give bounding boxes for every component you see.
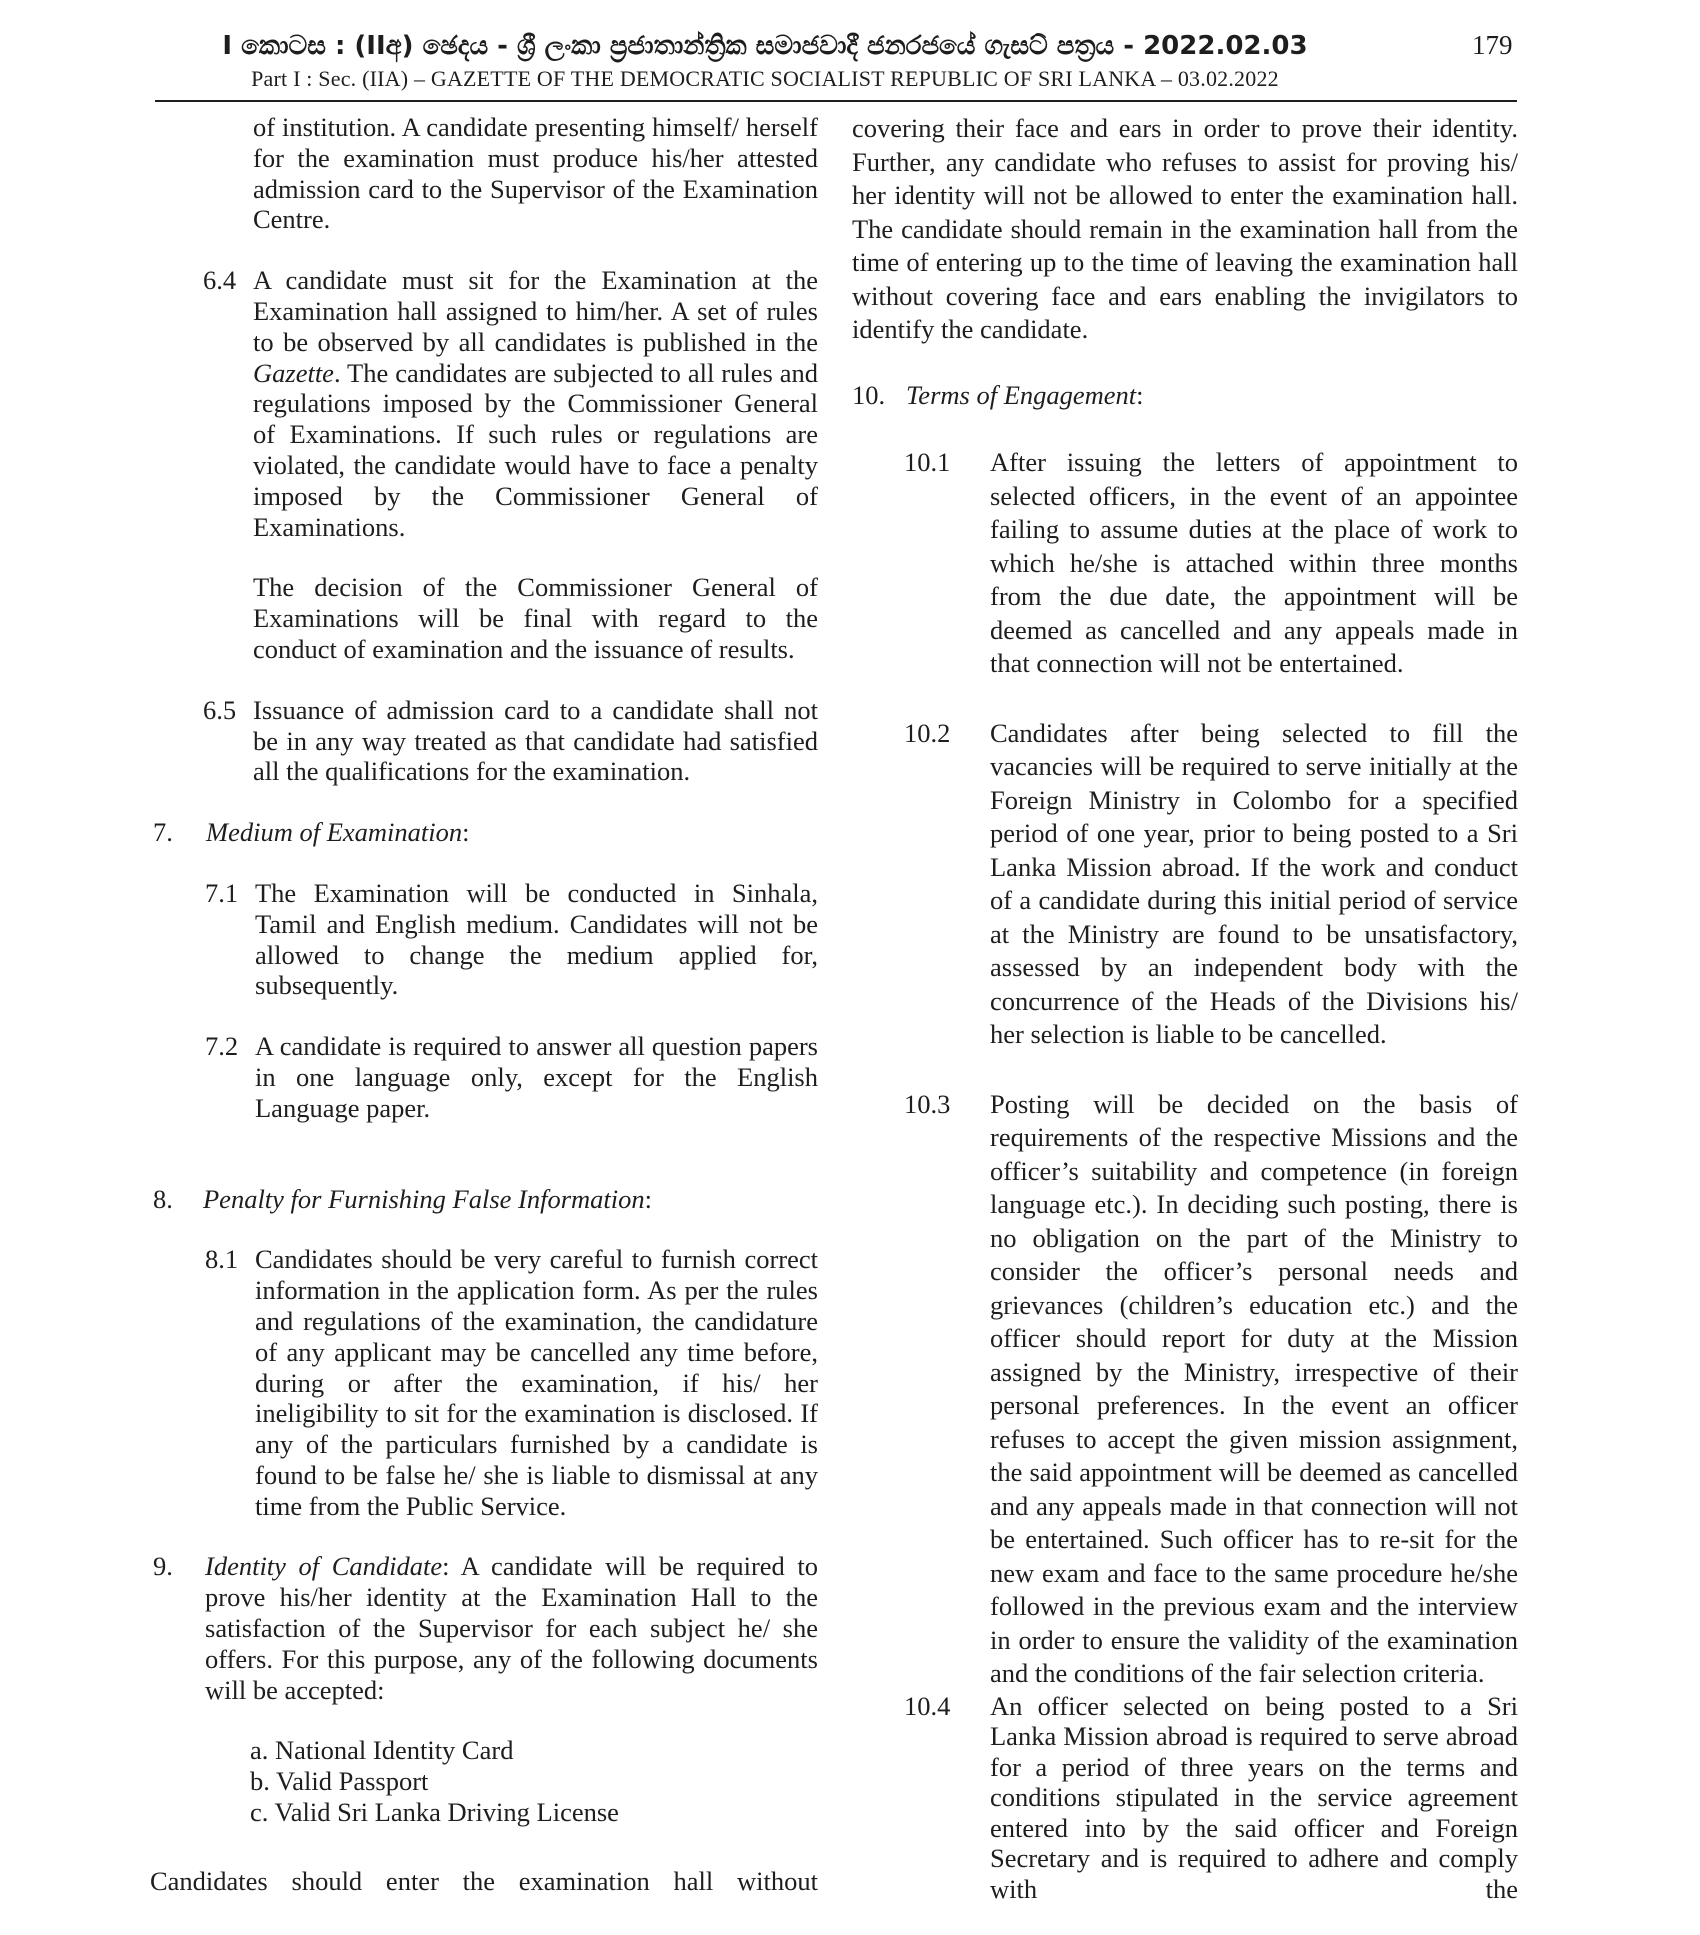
section-7-1 bbox=[150, 878, 818, 1001]
gazette-italic: Gazette bbox=[253, 357, 334, 388]
section-7-2 bbox=[150, 1031, 818, 1123]
section-7-2-text: A candidate is required to answer all question papers in one language only, except for the English Language paper. bbox=[255, 1031, 818, 1123]
identity-paragraph-start: Candidates should enter the examination hall without bbox=[150, 1865, 818, 1896]
section-title: Identity of Candidate bbox=[205, 1551, 443, 1582]
section-6-5 bbox=[150, 695, 818, 787]
accepted-documents-list bbox=[250, 1735, 818, 1827]
header-divider bbox=[155, 100, 1517, 102]
section-6-5-text: Issuance of admission card to a candidate shall not be in any way treated as that candidate had satisfied all the qualifications for the examination. bbox=[253, 694, 818, 787]
section-number: 7. bbox=[153, 817, 173, 848]
section-7-heading: 7. Medium of Examination: bbox=[153, 817, 470, 848]
section-10-3 bbox=[852, 1088, 1518, 1691]
section-title: Terms of Engagement bbox=[906, 379, 1137, 410]
section-number: 10.1 bbox=[904, 447, 951, 477]
section-number: 9. bbox=[153, 1551, 173, 1582]
section-8-1-text: Candidates should be very careful to furnish correct information in the application form. As per the rules and regulations of the examination, the candidature of any applicant may be cancelled any time before, during or after the examination, if his/ her ineligibility to sit for the examination is disclosed. If any of the particulars furnished by a candidate is found to be false he/ she is liable to dismissal at any time from the Public Service. bbox=[255, 1244, 818, 1521]
section-9-text: Identity of Candidate: A candidate will be required to prove his/her identity at the Examination Hall to the satisfaction of the Supervisor for each subject he/ she offers. For this purpose, any of the following documents will be accepted: bbox=[205, 1551, 819, 1705]
list-item: b. Valid Passport bbox=[250, 1766, 429, 1797]
page-number: 179 bbox=[1472, 30, 1513, 60]
section-number: 7.2 bbox=[205, 1031, 239, 1062]
section-10-1-text: After issuing the letters of appointment to selected officers, in the event of an appointee failing to assume duties at the place of work to which he/she is attached within three months from the due date, the appointment will be deemed as cancelled and any appeals made in that connection will not be entertained. bbox=[990, 447, 1518, 678]
section-number: 10. bbox=[852, 379, 886, 410]
section-7-1-text: The Examination will be conducted in Sinhala, Tamil and English medium. Candidates will not be allowed to change the medium applied for, subsequently. bbox=[255, 877, 818, 1001]
section-number: 10.3 bbox=[904, 1088, 951, 1119]
section-10-2-text: Candidates after being selected to fill the vacancies will be required to serve initially at the Foreign Ministry in Colombo for a specified period of one year, prior to being posted to a Sri Lanka Mission abroad. If the work and conduct of a candidate during this initial period of service at the Ministry are found to be unsatisfactory, assessed by an independent body with the concurrence of the Heads of the Divisions his/ her selection is liable to be cancelled. bbox=[990, 717, 1518, 1049]
section-number: 10.2 bbox=[904, 717, 951, 748]
section-title: Penalty for Furnishing False Information bbox=[203, 1183, 645, 1214]
section-number: 8.1 bbox=[205, 1244, 239, 1275]
section-number: 8. bbox=[153, 1183, 173, 1214]
section-10-1 bbox=[852, 446, 1518, 681]
section-6-4-second-paragraph: The decision of the Commissioner General of Examinations will be final with regard to the conduct of examination and the issuance of results. bbox=[253, 572, 818, 664]
list-item: c. Valid Sri Lanka Driving License bbox=[250, 1797, 619, 1828]
paragraph-9-continued: covering their face and ears in order to prove their identity. Further, any candidate who refuses to assist for proving his/ her identity will not be allowed to enter the examination hall. The candidate should remain in the examination hall from the time of entering up to the time of leaving the examination hall without covering face and ears enabling the invigilators to identify the candidate. bbox=[852, 113, 1518, 344]
section-8-1 bbox=[150, 1244, 818, 1521]
section-10-heading: 10. Terms of Engagement: bbox=[852, 379, 1518, 413]
header-english-title: Part I : Sec. (IIA) – GAZETTE OF THE DEMOCRATIC SOCIALIST REPUBLIC OF SRI LANKA – 03.02.2022 bbox=[251, 66, 1279, 91]
list-item: a. National Identity Card bbox=[250, 1735, 514, 1766]
section-number: 6.4 bbox=[203, 265, 237, 296]
left-column bbox=[150, 112, 818, 1897]
section-6-4 bbox=[150, 265, 818, 665]
header-sinhala-title: I කොටස : (IIඅ) ඡෙදය - ශ්‍රී ලංකා ප්‍රජාතාන්ත්‍රික සමාජවාදී ජනරජයේ ගැසට් පත්‍රය - 2022.02.03 bbox=[222, 31, 1308, 61]
section-10-2 bbox=[852, 717, 1518, 1052]
section-8-heading: 8. Penalty for Furnishing False Information: bbox=[153, 1183, 653, 1214]
section-9 bbox=[150, 1551, 818, 1705]
right-column bbox=[852, 112, 1518, 1905]
section-number: 7.1 bbox=[205, 877, 239, 908]
section-10-3-text: Posting will be decided on the basis of requirements of the respective Missions and the officer’s suitability and competence (in foreign language etc.). In deciding such posting, there is no obligation on the part of the Ministry to consider the officer’s personal needs and grievances (children’s education etc.) and the officer should report for duty at the Mission assigned by the Ministry, irrespective of their personal preferences. In the event an officer refuses to accept the given mission assignment, the said appointment will be deemed as cancelled and any appeals made in that connection will not be entertained. Such officer has to re-sit for the new exam and face to the same procedure he/she followed in the previous exam and the interview in order to ensure the validity of the examination and the conditions of the fair selection criteria. bbox=[990, 1088, 1518, 1688]
section-10-4-text: An officer selected on being posted to a Sri Lanka Mission abroad is required to serve abroad for a period of three years on the terms and conditions stipulated in the service agreement entered into by the said officer and Foreign Secretary and is required to adhere and comply with the bbox=[990, 1690, 1518, 1905]
section-number: 6.5 bbox=[203, 694, 237, 725]
section-6-4-text: A candidate must sit for the Examination at the Examination hall assigned to him/her. A set of rules to be observed by all candidates is published in the Gazette. The candidates are subjected to all rules and regulations imposed by the Commissioner General of Examinations. If such rules or regulations are violated, the candidate would have to face a penalty imposed by the Commissioner General of Examinations. bbox=[253, 265, 818, 542]
paragraph-6-3-continued: of institution. A candidate presenting himself/ herself for the examination must produce his/her attested admission card to the Supervisor of the Examination Centre. bbox=[253, 112, 818, 235]
section-number: 10.4 bbox=[904, 1690, 951, 1721]
section-title: Medium of Examination bbox=[206, 817, 463, 848]
section-10-4 bbox=[852, 1691, 1518, 1905]
